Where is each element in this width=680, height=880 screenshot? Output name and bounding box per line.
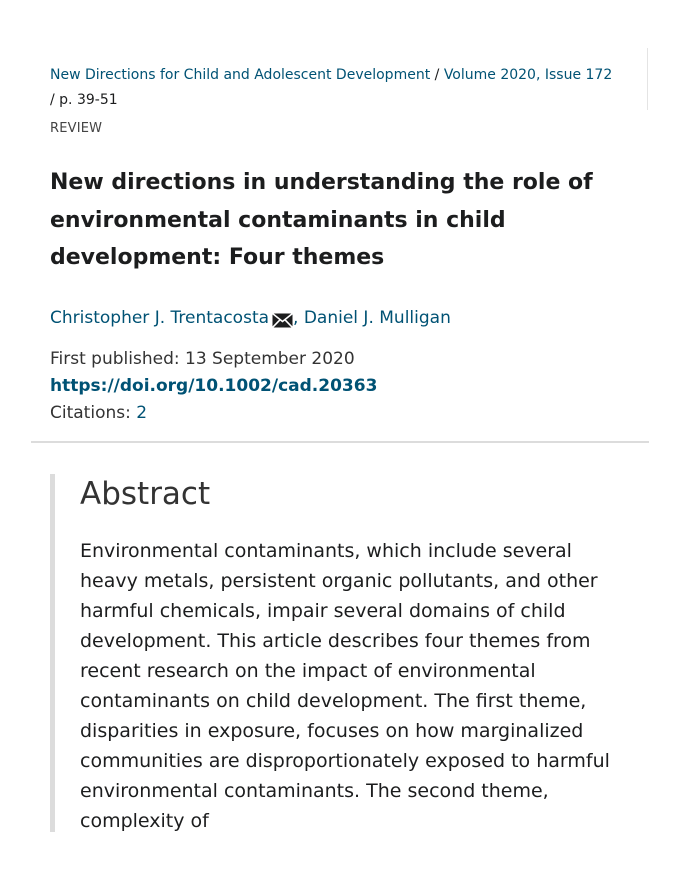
doi-link[interactable]: https://doi.org/10.1002/cad.20363: [50, 376, 378, 396]
issue-link[interactable]: Volume 2020, Issue 172: [443, 67, 613, 83]
author-link-mulligan[interactable]: Daniel J. Mulligan: [303, 308, 451, 328]
author-separator: ,: [293, 308, 299, 328]
citations-label: Citations:: [50, 403, 131, 423]
citations-row: [50, 400, 377, 427]
article-title: New directions in understanding the role of environmental contaminants in child development: Four themes: [50, 170, 593, 270]
doi-row: [50, 373, 377, 400]
citations-count-link[interactable]: 2: [136, 403, 148, 423]
abstract-text: Environmental contaminants, which include several heavy metals, persistent organic pollutants, and other harmful chemicals, impair several domains of child development. This article describes four themes from recent research on the impact of environmental contaminants on child development. The first theme, disparities in exposure, focuses on how marginalized communities are disproportionately exposed to harmful environmental contaminants. The second theme, complexity of: [80, 540, 610, 832]
abstract-heading: Abstract: [80, 476, 211, 512]
first-published-date: 13 September 2020: [185, 349, 355, 369]
first-published-label: First published:: [50, 349, 180, 369]
journal-link[interactable]: New Directions for Child and Adolescent Development: [50, 67, 431, 83]
page-range: p. 39-51: [59, 92, 118, 108]
first-published-row: [50, 346, 377, 373]
pages-separator: /: [50, 92, 55, 108]
article-type-label: REVIEW: [50, 121, 103, 136]
right-edge-rule: [647, 48, 648, 110]
author-link-trentacosta[interactable]: Christopher J. Trentacosta: [50, 308, 270, 328]
author-list: [50, 305, 451, 336]
envelope-icon[interactable]: [272, 310, 293, 336]
abstract-accent-bar: [50, 474, 55, 832]
publication-meta: [50, 346, 377, 427]
journal-citation: [50, 63, 640, 113]
section-divider: [31, 441, 649, 443]
citation-separator: /: [434, 67, 440, 83]
